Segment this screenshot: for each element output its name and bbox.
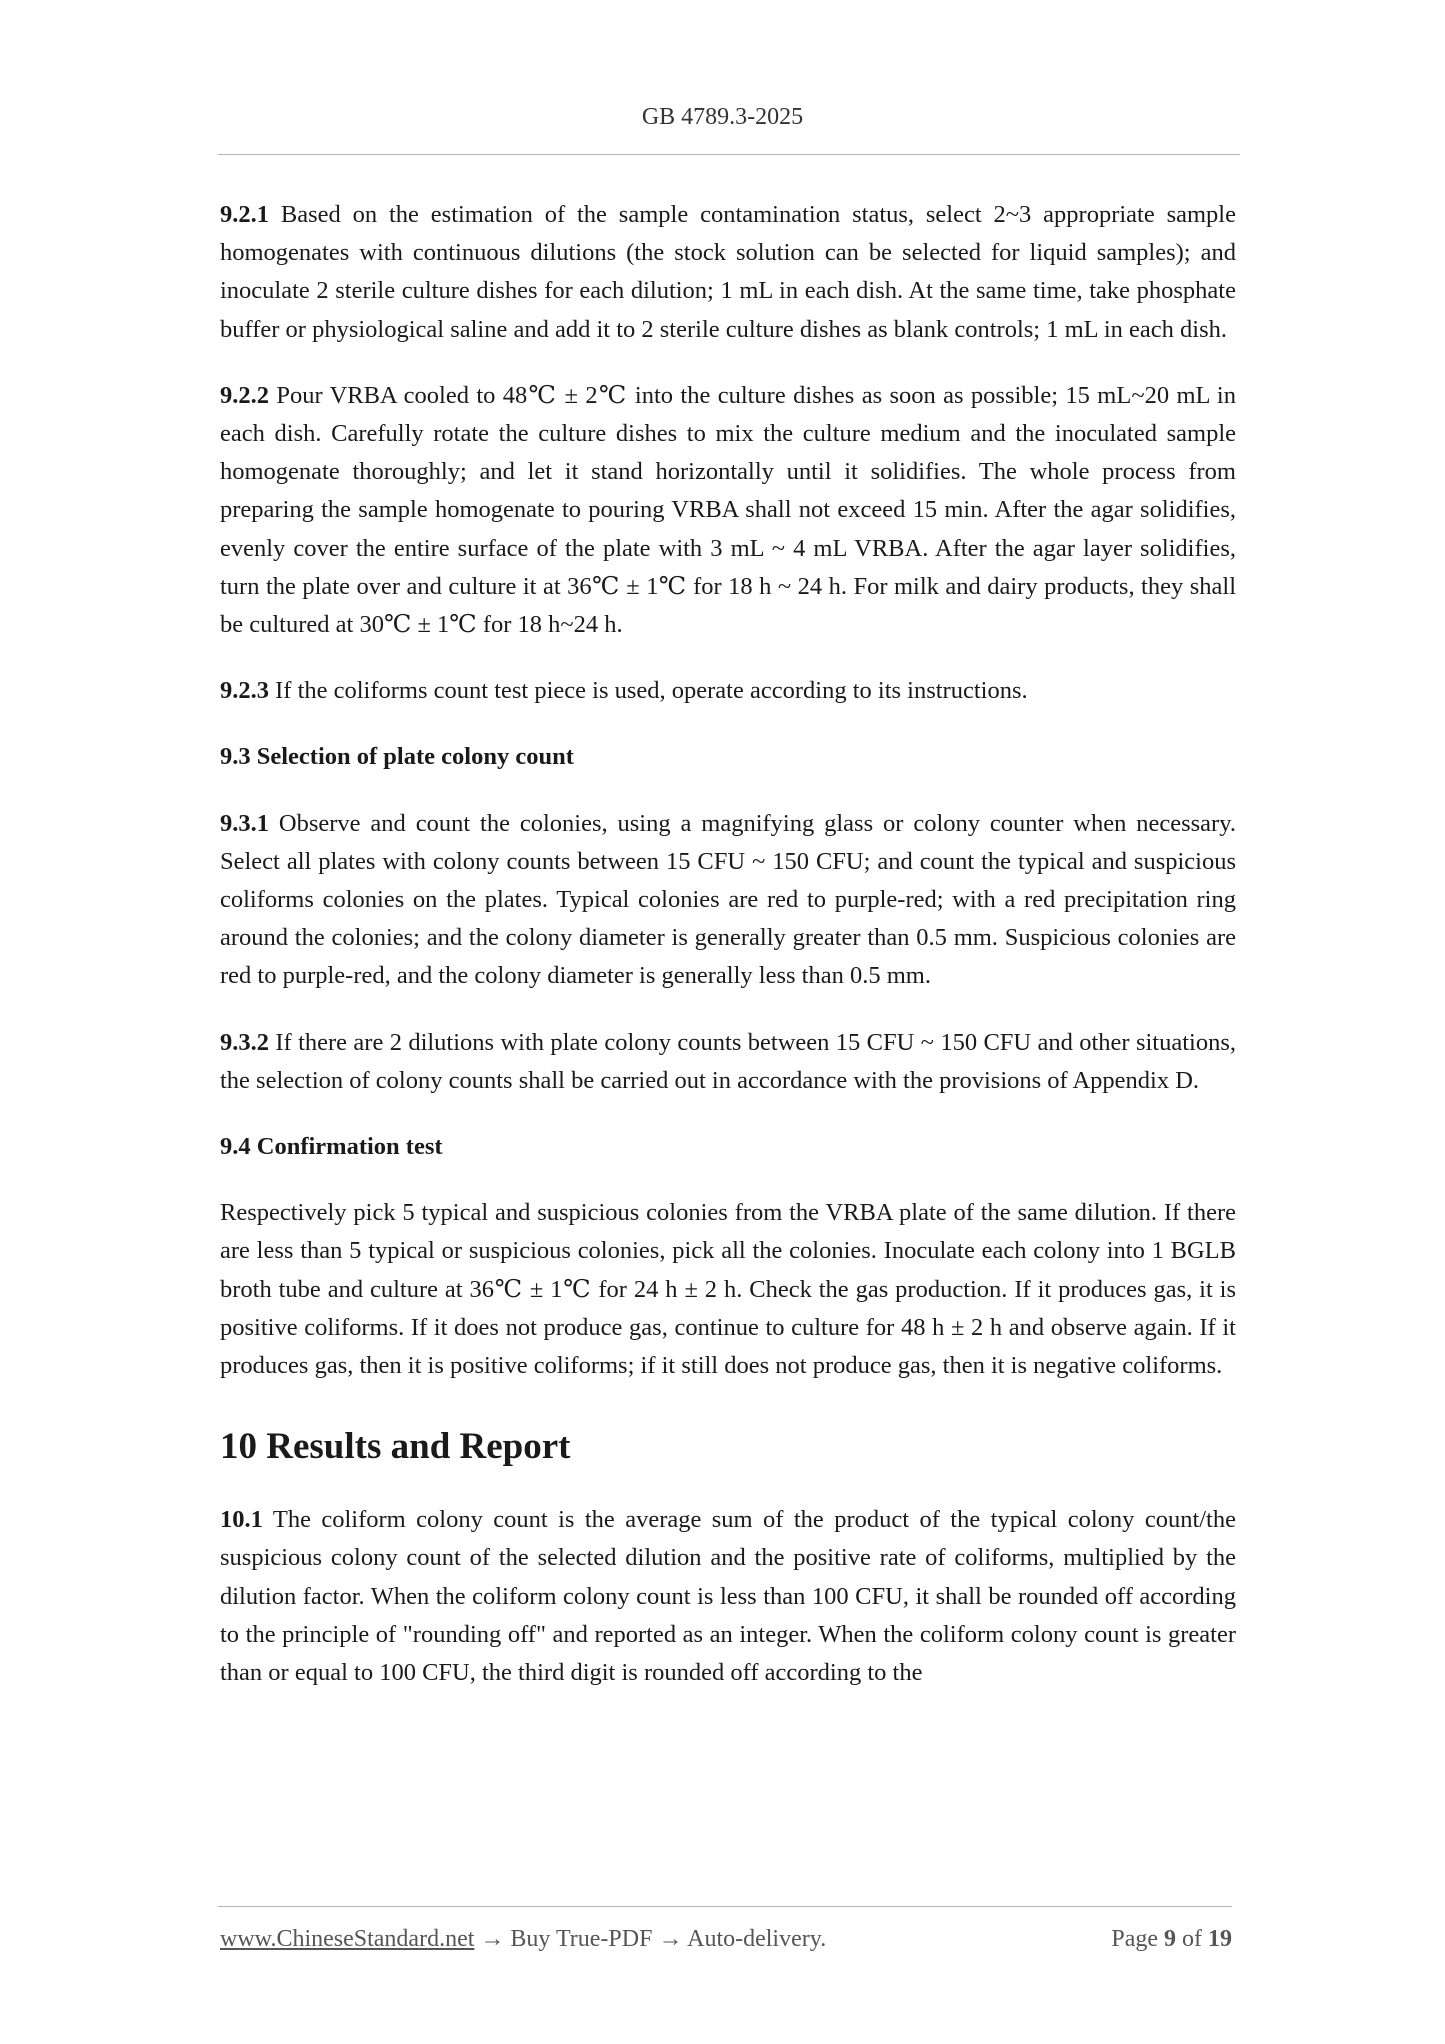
footer-promo [220, 1926, 826, 1953]
clause-number: 9.3.2 [220, 1028, 269, 1056]
clause-number: 9.2.1 [220, 201, 269, 228]
clause-9-3-2 [220, 1024, 1236, 1100]
page-number: 9 [1164, 1926, 1176, 1952]
clause-9-3-1 [220, 805, 1236, 996]
page-header [0, 104, 1445, 131]
heading-9-4: 9.4 Confirmation test [220, 1133, 443, 1161]
document-id: GB 4789.3-2025 [641, 104, 804, 130]
heading-9-3: 9.3 Selection of plate colony count [220, 743, 574, 771]
page-footer [220, 1926, 1232, 1962]
clause-number: 9.2.3 [220, 677, 269, 705]
section-10-title: 10 Results and Report [220, 1426, 571, 1468]
clause-text: Based on the estimation of the sample contamination status, select 2~3 appropriate sample homogenates with continuous dilutions (the stock solution can be selected for liquid samples); and inoculate 2 sterile culture dishes for each dilution; 1 mL in each dish. At the same time, take phosphate buffer or physiological saline and add it to 2 sterile culture dishes as blank controls; 1 mL in each dish. [220, 201, 1236, 343]
clause-text: Pour VRBA cooled to 48℃ ± 2℃ into the culture dishes as soon as possible; 15 mL~20 mL in each dish. Carefully rotate the culture dishes to mix the culture medium and the inoculated sample homogenate thoroughly; and let it stand horizontally until it solidifies. The whole process from preparing the sample homogenate to pouring VRBA shall not exceed 15 min. After the agar solidifies, evenly cover the entire surface of the plate with 3 mL ~ 4 mL VRBA. After the agar layer solidifies, turn the plate over and culture it at 36℃ ± 1℃ for 18 h ~ 24 h. For milk and dairy products, they shall be cultured at 30℃ ± 1℃ for 18 h~24 h. [220, 381, 1236, 639]
page-total: 19 [1208, 1926, 1232, 1952]
clause-9-4-text: Respectively pick 5 typical and suspicious colonies from the VRBA plate of the same dilution. If there are less than 5 typical or suspicious colonies, pick all the colonies. Inoculate each colony into 1 BGLB broth tube and culture at 36℃ ± 1℃ for 24 h ± 2 h. Check the gas production. If it produces gas, it is positive coliforms. If it does not produce gas, continue to culture for 48 h ± 2 h and observe again. If it produces gas, then it is positive coliforms; if it still does not produce gas, then it is negative coliforms. [220, 1199, 1236, 1380]
clause-9-2-2 [220, 377, 1236, 644]
clause-number: 10.1 [220, 1506, 263, 1534]
clause-text: Observe and count the colonies, using a magnifying glass or colony counter when necessary. Select all plates with colony counts between 15 CFU ~ 150 CFU; and count the typical and suspicious coliforms colonies on the plates. Typical colonies are red to purple-red; with a red precipitation ring around the colonies; and the colony diameter is generally greater than 0.5 mm. Suspicious colonies are red to purple-red, and the colony diameter is generally less than 0.5 mm. [220, 809, 1236, 990]
footer-divider [218, 1906, 1232, 1907]
page-indicator [1111, 1926, 1232, 1953]
of-label: of [1182, 1926, 1202, 1952]
clause-text: If the coliforms count test piece is used, operate according to its instructions. [269, 677, 1028, 705]
site-link[interactable]: www.ChineseStandard.net [220, 1926, 475, 1952]
page-label: Page [1111, 1926, 1158, 1952]
clause-number: 9.3.1 [220, 809, 269, 837]
promo-text: → Buy True-PDF → Auto-delivery. [474, 1926, 827, 1952]
clause-number: 9.2.2 [220, 381, 269, 409]
document-body [220, 196, 1236, 1720]
clause-9-2-3 [220, 672, 1236, 710]
clause-text: The coliform colony count is the average sum of the product of the typical colony count/the suspicious colony count of the selected dilution and the positive rate of coliforms, multiplied by the dilution factor. When the coliform colony count is less than 100 CFU, it shall be rounded off according to the principle of "rounding off" and reported as an integer. When the coliform colony count is greater than or equal to 100 CFU, the third digit is rounded off according to the [220, 1506, 1236, 1687]
clause-text: If there are 2 dilutions with plate colony counts between 15 CFU ~ 150 CFU and other situations, the selection of colony counts shall be carried out in accordance with the provisions of Appendix D. [220, 1028, 1236, 1094]
header-divider [218, 154, 1240, 155]
clause-9-2-1 [220, 196, 1236, 349]
clause-10-1 [220, 1501, 1236, 1692]
